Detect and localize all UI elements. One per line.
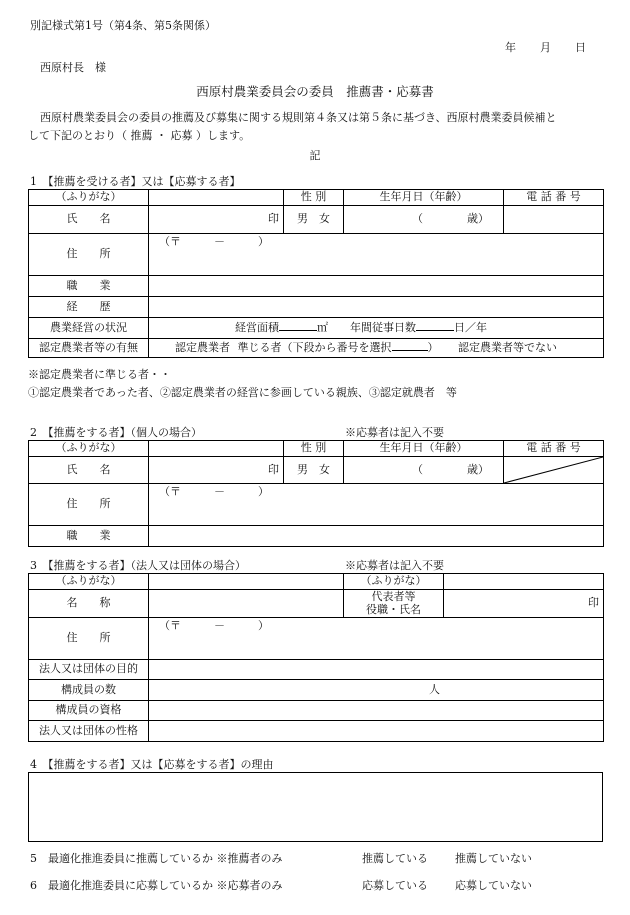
seal-mark: 印 — [268, 212, 279, 226]
name-label: 氏 名 — [29, 457, 149, 484]
section5-label: 5 最適化推進委員に推薦しているか ※推薦者のみ — [30, 852, 283, 865]
rep-label-line1: 代表者等 — [371, 589, 416, 603]
section3-table — [28, 573, 604, 742]
farm-status-row — [149, 318, 604, 339]
certified-option-3[interactable]: 認定農業者等でない — [458, 341, 557, 355]
work-days-label: 年間従事日数 — [350, 321, 416, 335]
birth-header: 生年月日（年齢） — [344, 190, 504, 206]
note-quasi-certified: ※認定農業者に準じる者・・ — [28, 368, 171, 381]
members-input[interactable] — [149, 680, 604, 701]
nature-input[interactable] — [149, 721, 604, 742]
intro-line-1: 西原村農業委員会の委員の推薦及び募集に関する規則第４条又は第５条に基づき、西原村農業委員候補と — [40, 111, 557, 124]
address-label: 住 所 — [29, 484, 149, 526]
gender-select[interactable]: 男 女 — [284, 206, 344, 234]
work-days-unit: 日／年 — [454, 321, 487, 335]
address-input[interactable] — [149, 484, 604, 526]
address-label: 住 所 — [29, 234, 149, 276]
occupation-input[interactable] — [149, 526, 604, 547]
qualification-label: 構成員の資格 — [29, 701, 149, 721]
occupation-label: 職 業 — [29, 276, 149, 297]
certified-row — [149, 339, 604, 358]
section6-label: 6 最適化推進委員に応募しているか ※応募者のみ — [30, 879, 283, 892]
gender-select[interactable]: 男 女 — [284, 457, 344, 484]
reason-input[interactable] — [28, 772, 603, 842]
section2-heading: 2 【推薦をする者】（個人の場合） — [30, 426, 202, 439]
furigana-label: （ふりがな） — [29, 574, 149, 590]
farm-status-label: 農業経営の状況 — [29, 318, 149, 339]
ki-label: 記 — [309, 149, 321, 162]
phone-input[interactable] — [504, 206, 604, 234]
certified-option-1[interactable]: 認定農業者 — [175, 341, 230, 355]
org-name-label: 名 称 — [29, 590, 149, 618]
furigana-label: （ふりがな） — [29, 441, 149, 457]
note-quasi-certified-list: ①認定農業者であった者、②認定農業者の経営に参画している親族、③認定就農者 等 — [28, 386, 457, 399]
qualification-input[interactable] — [149, 701, 604, 721]
work-days-input[interactable] — [416, 321, 454, 331]
section2-table — [28, 440, 604, 547]
section3-note: ※応募者は記入不要 — [345, 559, 444, 572]
address-label: 住 所 — [29, 618, 149, 660]
furigana-input[interactable] — [149, 574, 344, 590]
gender-header: 性 別 — [284, 441, 344, 457]
farm-area-unit: ㎡ — [317, 321, 328, 335]
furigana-input[interactable] — [149, 441, 284, 457]
section4-heading: 4 【推薦をする者】又は【応募をする者】の理由 — [30, 758, 274, 771]
section1-heading: 1 【推薦を受ける者】又は【応募する者】 — [30, 175, 241, 188]
postal-code: （〒 － ） — [159, 619, 269, 632]
section5-option-yes[interactable]: 推薦している — [362, 852, 428, 865]
postal-code: （〒 － ） — [159, 485, 269, 498]
section6-option-no[interactable]: 応募していない — [455, 879, 532, 892]
rep-furigana-input[interactable] — [444, 574, 604, 590]
date-year-label: 年 — [505, 41, 516, 54]
rep-furigana-label: （ふりがな） — [344, 574, 444, 590]
name-input[interactable] — [149, 457, 284, 484]
diagonal-strike — [504, 457, 603, 483]
career-input[interactable] — [149, 297, 604, 318]
section3-heading: 3 【推薦をする者】（法人又は団体の場合） — [30, 559, 246, 572]
gender-header: 性 別 — [284, 190, 344, 206]
phone-header: 電 話 番 号 — [504, 190, 604, 206]
farm-area-input[interactable] — [279, 321, 317, 331]
phone-cell-crossed — [504, 457, 604, 484]
page-title: 西原村農業委員会の委員 推薦書・応募書 — [196, 84, 434, 99]
certified-option-2-end: ） — [427, 341, 439, 355]
address-input[interactable] — [149, 618, 604, 660]
farm-area-label: 経営面積 — [235, 321, 279, 335]
form-number: 別記様式第1号（第4条、第5条関係） — [30, 19, 216, 32]
members-unit: 人 — [429, 682, 440, 696]
certified-label: 認定農業者等の有無 — [29, 339, 149, 358]
phone-header: 電 話 番 号 — [504, 441, 604, 457]
name-label: 氏 名 — [29, 206, 149, 234]
birth-input[interactable]: （ 歳） — [344, 457, 504, 484]
members-label: 構成員の数 — [29, 680, 149, 701]
section2-note: ※応募者は記入不要 — [345, 426, 444, 439]
org-name-input[interactable] — [149, 590, 344, 618]
date-day-label: 日 — [575, 41, 586, 54]
certified-option-2[interactable]: 準じる者（下段から番号を選択 — [237, 341, 392, 355]
name-input[interactable] — [149, 206, 284, 234]
birth-header: 生年月日（年齢） — [344, 441, 504, 457]
intro-line-2: して下記のとおり（ 推薦 ・ 応募 ）します。 — [28, 129, 251, 142]
birth-input[interactable]: （ 歳） — [344, 206, 504, 234]
purpose-label: 法人又は団体の目的 — [29, 660, 149, 680]
occupation-input[interactable] — [149, 276, 604, 297]
addressee: 西原村長 様 — [40, 61, 106, 74]
nature-label: 法人又は団体の性格 — [29, 721, 149, 742]
date-month-label: 月 — [540, 41, 551, 54]
seal-mark: 印 — [588, 596, 599, 610]
rep-label — [344, 590, 444, 618]
furigana-label: （ふりがな） — [29, 190, 149, 206]
postal-code: （〒 － ） — [159, 235, 269, 248]
rep-name-input[interactable] — [444, 590, 604, 618]
purpose-input[interactable] — [149, 660, 604, 680]
section5-option-no[interactable]: 推薦していない — [455, 852, 532, 865]
furigana-input[interactable] — [149, 190, 284, 206]
certified-number-input[interactable] — [392, 341, 428, 351]
seal-mark: 印 — [268, 462, 279, 476]
address-input[interactable] — [149, 234, 604, 276]
career-label: 経 歴 — [29, 297, 149, 318]
section1-table — [28, 189, 604, 358]
rep-label-line2: 役職・氏名 — [366, 602, 421, 616]
section6-option-yes[interactable]: 応募している — [362, 879, 428, 892]
occupation-label: 職 業 — [29, 526, 149, 547]
